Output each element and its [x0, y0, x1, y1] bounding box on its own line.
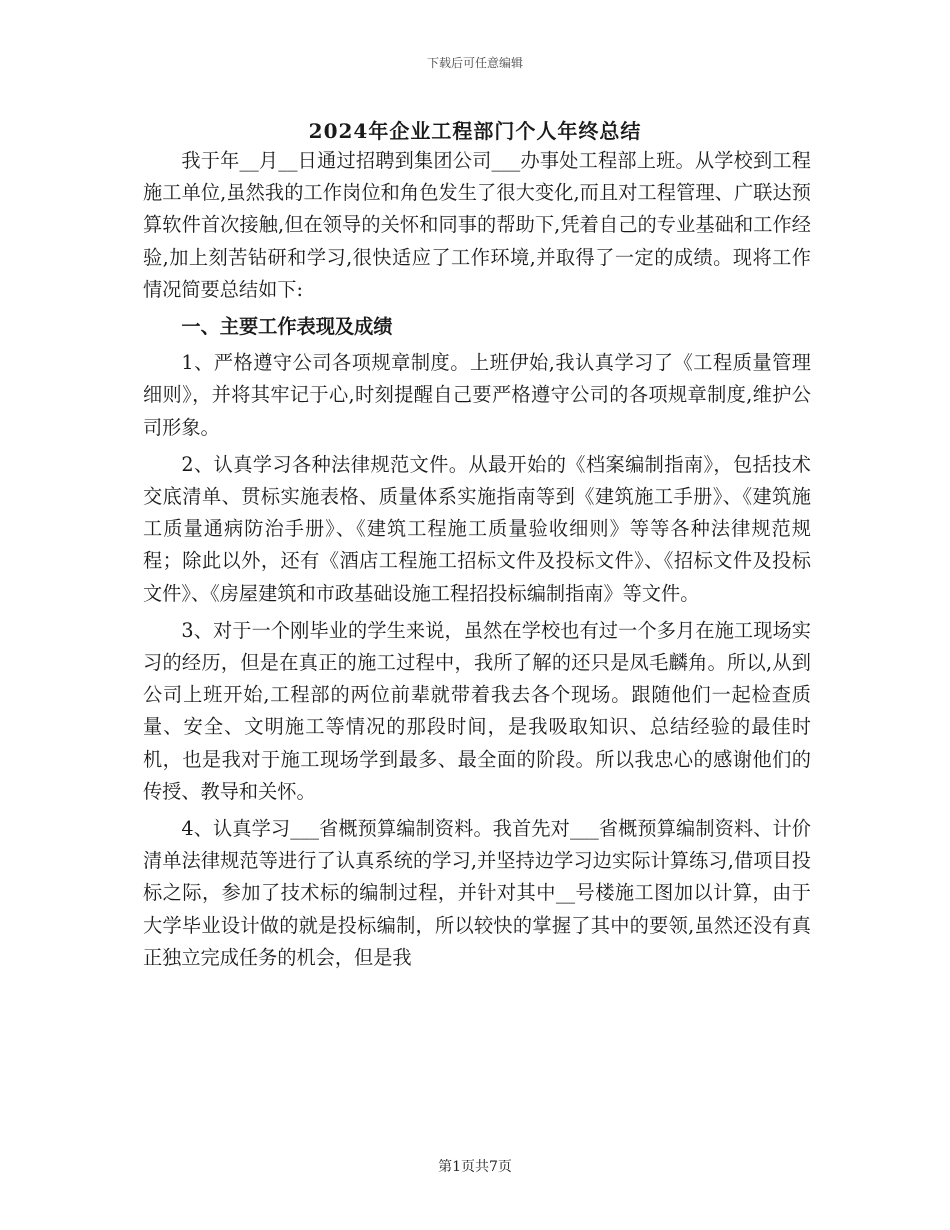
page-number: 第1页共7页: [438, 1159, 512, 1175]
document-body: [143, 145, 811, 979]
item-paragraph-4: 4、认真学习___省概预算编制资料。我首先对___省概预算编制资料、计价清单法律规范等进行了认真系统的学习,并坚持边学习边实际计算练习,借项目投标之际，参加了技术标的编制过程，并针对其中__号楼施工图加以计算，由于大学毕业设计做的就是投标编制，所以较快的掌握了其中的要领,虽然还没有真正独立完成任务的机会，但是我: [143, 817, 811, 969]
document-title: 2024年企业工程部门个人年终总结: [308, 119, 642, 143]
section-heading: 一、主要工作表现及成绩: [181, 315, 393, 339]
item-paragraph-1: 1、严格遵守公司各项规章制度。上班伊始,我认真学习了《工程质量管理细则》，并将其牢记于心,时刻提醒自己要严格遵守公司的各项规章制度,维护公司形象。: [143, 351, 811, 439]
page-header-note: 下载后可任意编辑: [426, 56, 523, 70]
intro-paragraph: 我于年__月__日通过招聘到集团公司___办事处工程部上班。从学校到工程施工单位,虽然我的工作岗位和角色发生了很大变化,而且对工程管理、广联达预算软件首次接触,但在领导的关怀和同事的帮助下,凭着自己的专业基础和工作经验,加上刻苦钻研和学习,很快适应了工作环境,并取得了一定的成绩。现将工作情况简要总结如下:: [143, 149, 811, 301]
item-paragraph-2: 2、认真学习各种法律规范文件。从最开始的《档案编制指南》，包括技术交底清单、贯标实施表格、质量体系实施指南等到《建筑施工手册》、《建筑施工质量通病防治手册》、《建筑工程施工质量验收细则》等等各种法律规范规程；除此以外，还有《酒店工程施工招标文件及投标文件》、《招标文件及投标文件》、《房屋建筑和市政基础设施工程招投标编制指南》等文件。: [143, 452, 811, 605]
item-paragraph-3: 3、对于一个刚毕业的学生来说，虽然在学校也有过一个多月在施工现场实习的经历，但是在真正的施工过程中，我所了解的还只是凤毛麟角。所以,从到公司上班开始,工程部的两位前辈就带着我去各个现场。跟随他们一起检查质量、安全、文明施工等情况的那段时间，是我吸取知识、总结经验的最佳时机，也是我对于施工现场学到最多、最全面的阶段。所以我忠心的感谢他们的传授、教导和关怀。: [143, 618, 811, 803]
